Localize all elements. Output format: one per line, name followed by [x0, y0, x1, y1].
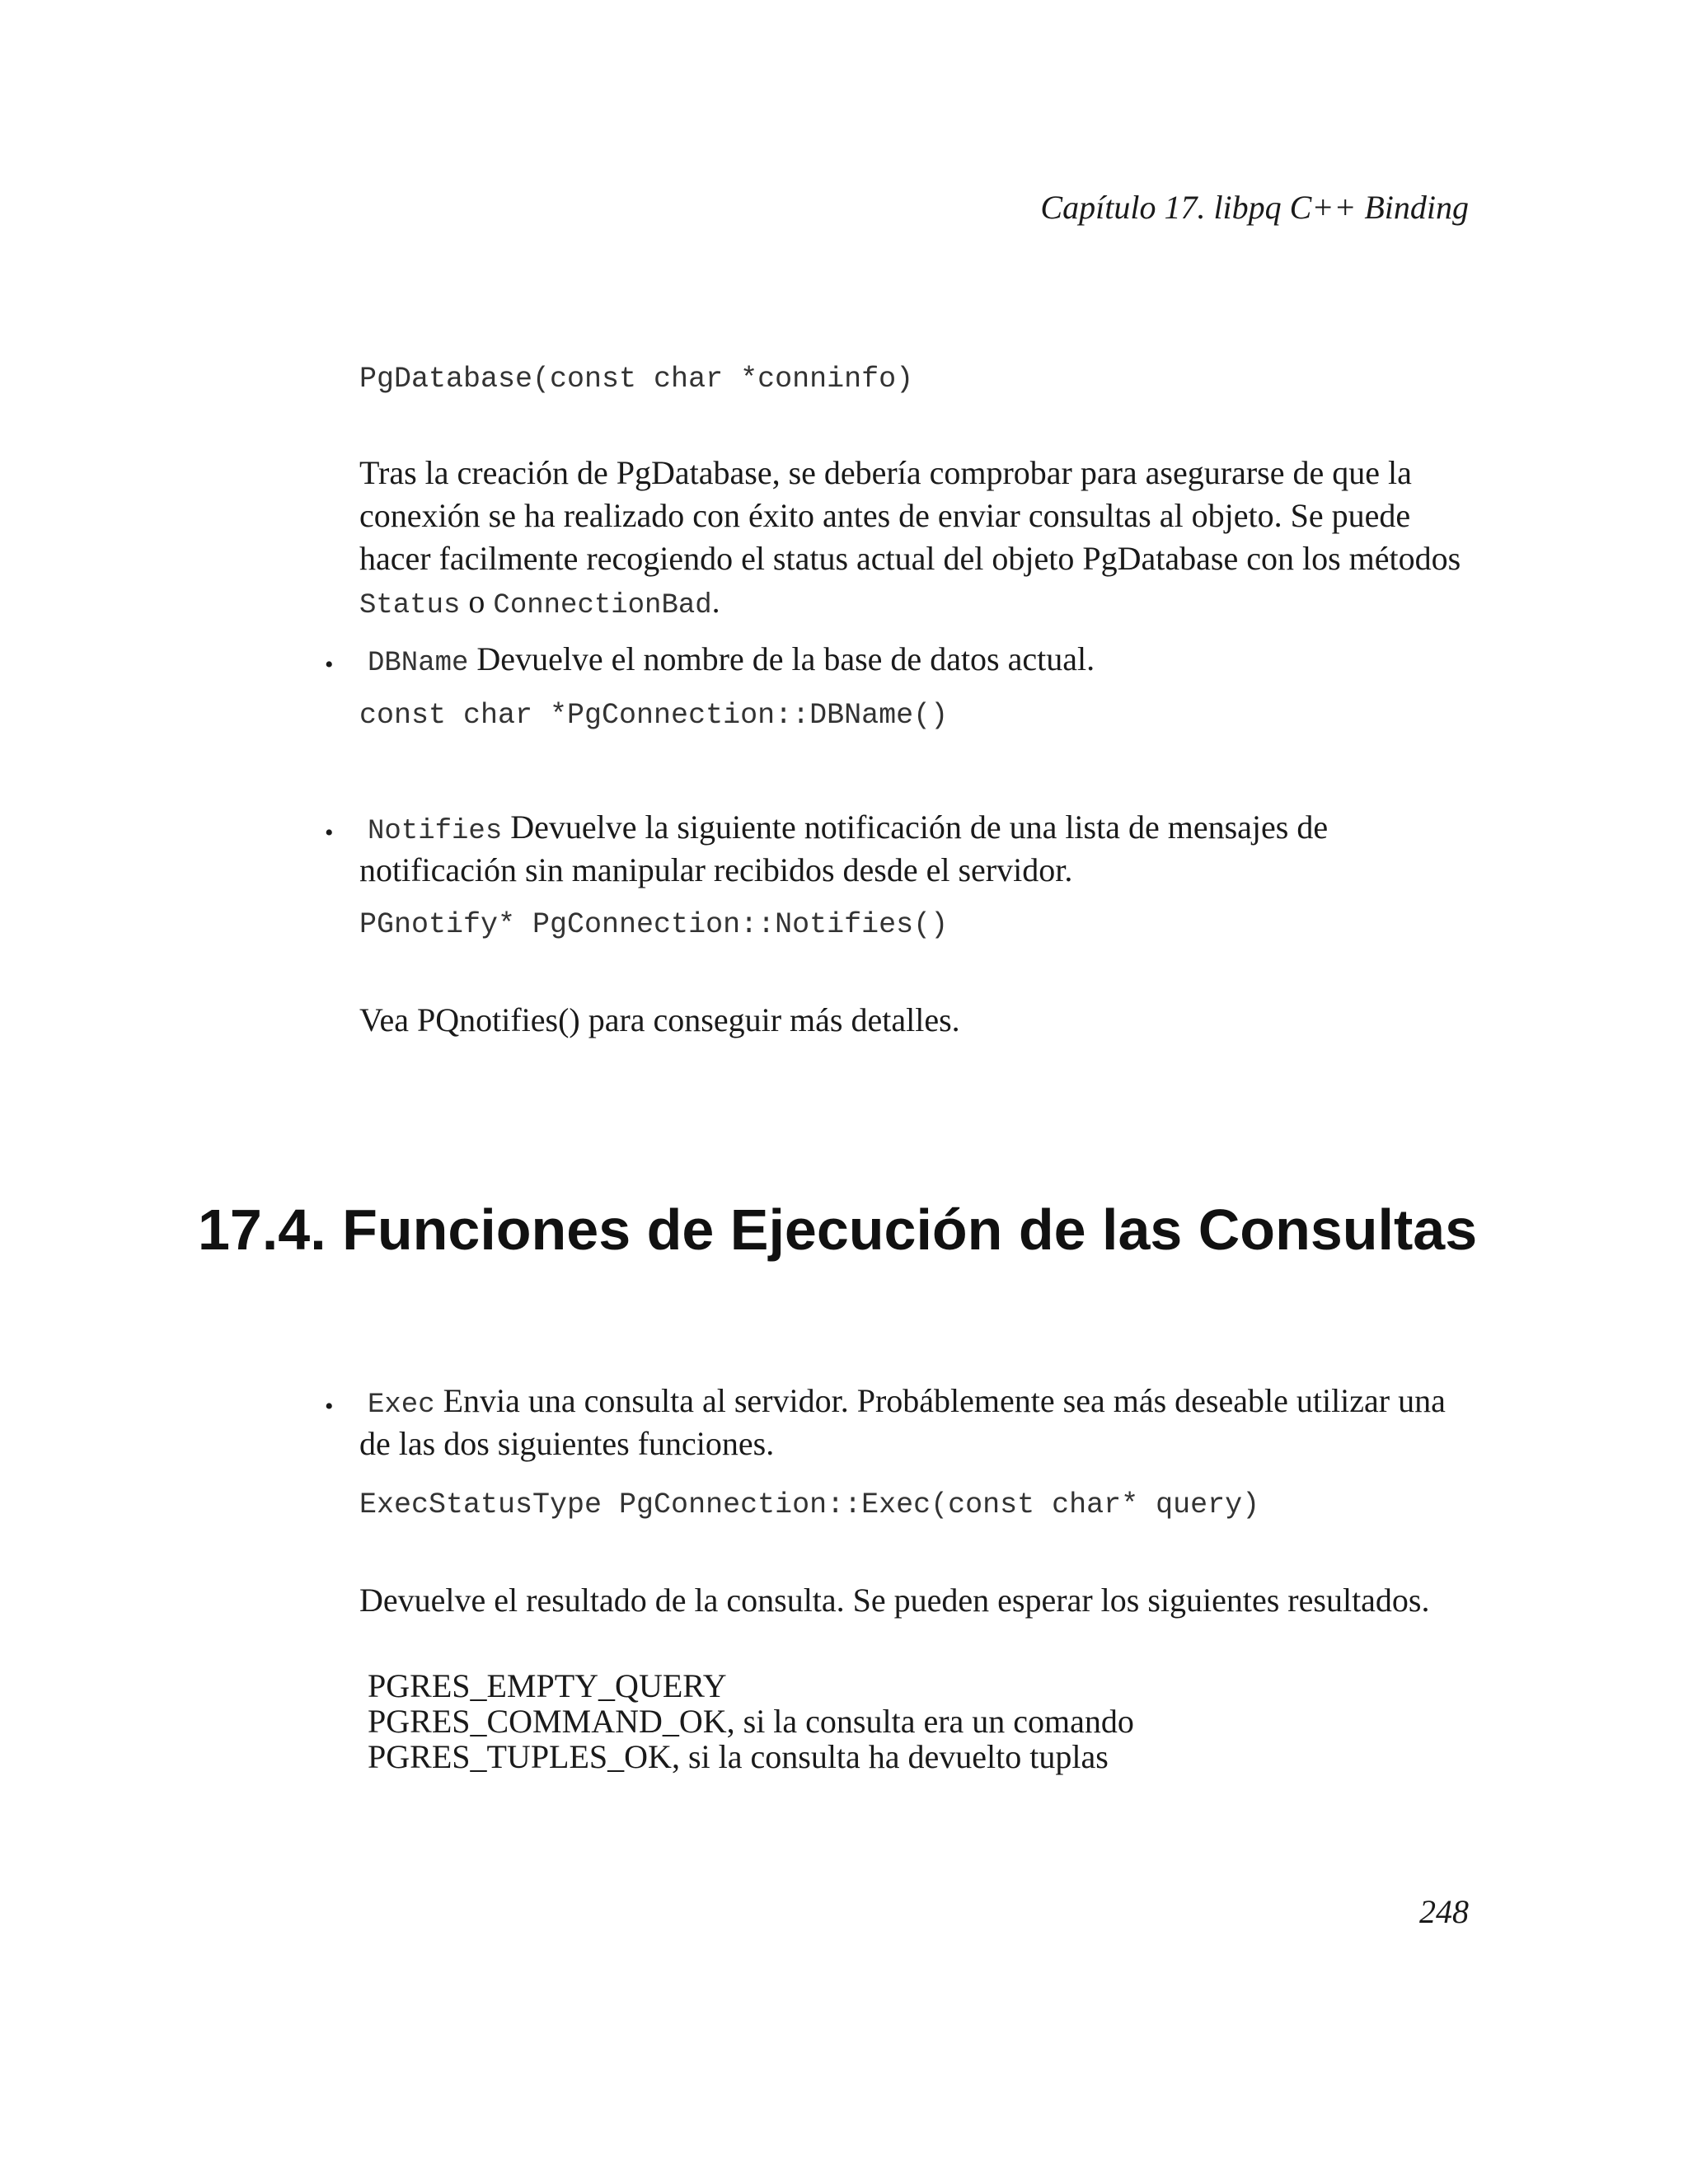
- page-number: 248: [1419, 1893, 1469, 1930]
- result-item: PGRES_TUPLES_OK, si la consulta ha devuelto tuplas: [368, 1738, 1109, 1775]
- intro-line-3: hacer facilmente recogiendo el status actual del objeto PgDatabase con los métodos: [359, 540, 1461, 577]
- notifies-method: Notifies: [368, 816, 503, 847]
- exec-result-intro: Devuelve el resultado de la consulta. Se pueden esperar los siguientes resultados.: [359, 1582, 1430, 1619]
- section-heading: 17.4. Funciones de Ejecución de las Consultas: [198, 1197, 1478, 1262]
- bullet-exec: •: [325, 1393, 334, 1420]
- connectionbad-method: ConnectionBad: [493, 590, 712, 621]
- exec-signature: ExecStatusType PgConnection::Exec(const char* query): [359, 1488, 1260, 1521]
- dbname-signature: const char *PgConnection::DBName(): [359, 699, 949, 732]
- result-item: PGRES_COMMAND_OK, si la consulta era un comando: [368, 1703, 1134, 1740]
- bullet-notifies: •: [325, 819, 334, 846]
- notifies-note: Vea PQnotifies() para conseguir más detalles.: [359, 1001, 960, 1038]
- intro-paragraph: [359, 452, 1461, 627]
- intro-line-1: Tras la creación de PgDatabase, se debería comprobar para asegurarse de que la: [359, 454, 1412, 491]
- notifies-description-2: notificación sin manipular recibidos desde el servidor.: [359, 851, 1073, 888]
- running-header: Capítulo 17. libpq C++ Binding: [1040, 189, 1469, 226]
- notifies-item: [368, 806, 1328, 853]
- notifies-signature: PGnotify* PgConnection::Notifies(): [359, 908, 949, 941]
- dbname-description: Devuelve el nombre de la base de datos actual.: [476, 640, 1095, 677]
- dbname-method: DBName: [368, 648, 469, 679]
- period: .: [711, 583, 720, 620]
- result-list: [368, 1668, 1134, 1774]
- exec-description-2: de las dos siguientes funciones.: [359, 1425, 775, 1462]
- or-word: o: [468, 583, 485, 620]
- dbname-item: [368, 638, 1095, 685]
- notifies-description-1: Devuelve la siguiente notificación de una lista de mensajes de: [510, 808, 1329, 846]
- intro-line-2: conexión se ha realizado con éxito antes de enviar consultas al objeto. Se puede: [359, 497, 1411, 534]
- intro-line-4: [359, 580, 1461, 627]
- status-method: Status: [359, 590, 461, 621]
- exec-item: [368, 1380, 1446, 1427]
- constructor-signature: PgDatabase(const char *conninfo): [359, 363, 914, 396]
- result-item: PGRES_EMPTY_QUERY: [368, 1667, 727, 1704]
- exec-description-1: Envia una consulta al servidor. Probáblemente sea más deseable utilizar una: [443, 1382, 1446, 1419]
- bullet-dbname: •: [325, 651, 334, 678]
- exec-method: Exec: [368, 1390, 435, 1421]
